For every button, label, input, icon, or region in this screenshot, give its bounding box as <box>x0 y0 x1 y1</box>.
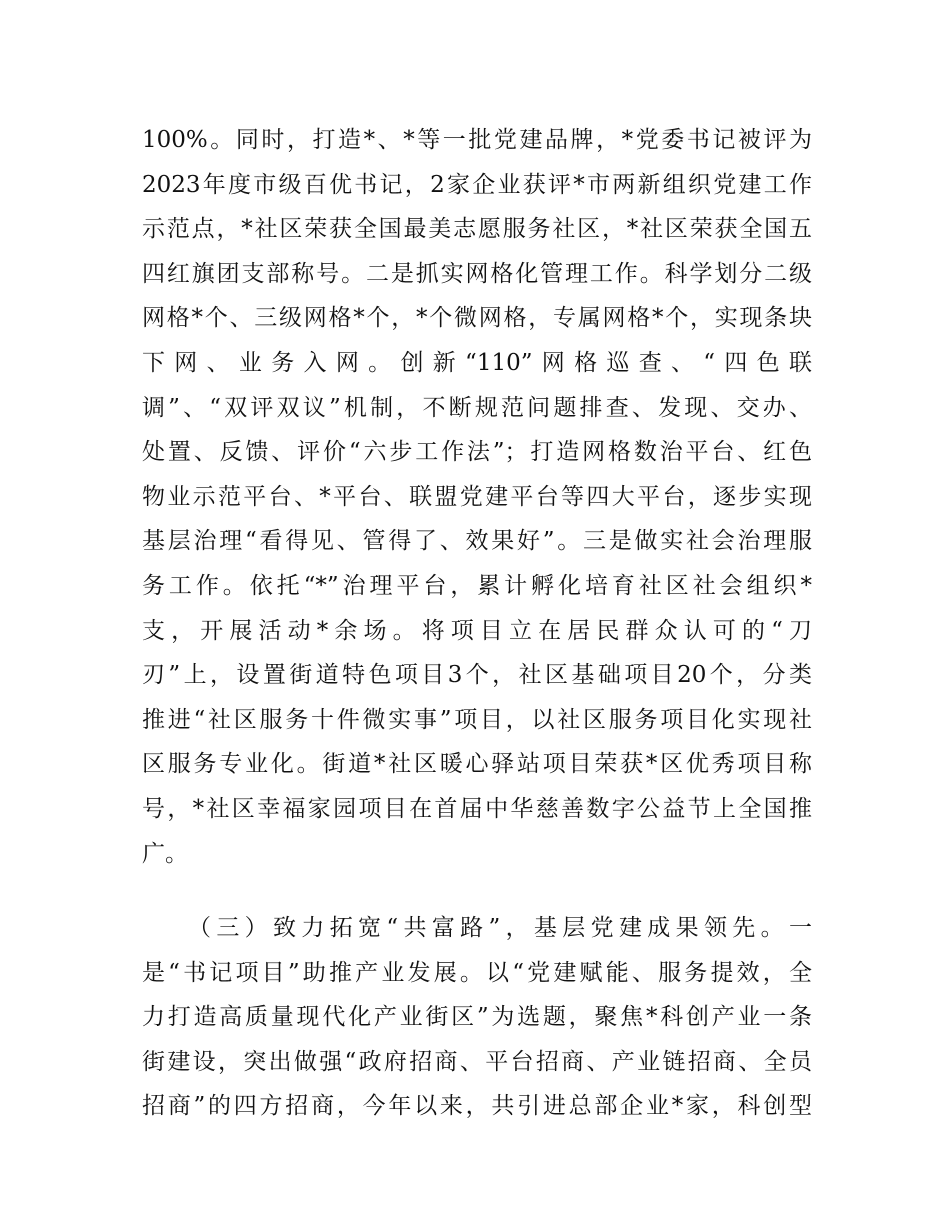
text-line: 调”、“双评双议”机制，不断规范问题排查、发现、交办、 <box>142 394 812 421</box>
paragraph-gap <box>142 876 812 906</box>
text-line: 支，开展活动*余场。将项目立在居民群众认可的“刀 <box>142 617 812 644</box>
text-line: 100%。同时，打造*、*等一批党建品牌，*党委书记被评为 <box>142 127 812 153</box>
text-line: 务工作。依托“*”治理平台，累计孵化培育社区社会组织* <box>142 572 812 599</box>
section-heading-line: （三）致力拓宽“共富路”，基层党建成果领先。一 <box>188 915 812 942</box>
text-line: 2023年度市级百优书记，2家企业获评*市两新组织党建工作 <box>142 171 812 198</box>
text-line: 下网、业务入网。创新“110”网格巡查、“四色联 <box>142 349 812 376</box>
text-line: 招商”的四方招商，今年以来，共引进总部企业*家，科创型 <box>142 1093 812 1120</box>
text-line: 刃”上，设置街道特色项目3个，社区基础项目20个，分类 <box>142 662 812 689</box>
text-line: 广。 <box>142 840 188 867</box>
text-line: 推进“社区服务十件微实事”项目，以社区服务项目化实现社 <box>142 706 812 733</box>
text-line: 示范点，*社区荣获全国最美志愿服务社区，*社区荣获全国五 <box>142 216 812 243</box>
text-line: 网格*个、三级网格*个，*个微网格，专属网格*个，实现条块 <box>142 305 812 332</box>
text-line: 处置、反馈、评价“六步工作法”；打造网格数治平台、红色 <box>142 439 812 466</box>
text-line: 力打造高质量现代化产业街区”为选题，聚焦*科创产业一条 <box>142 1004 812 1031</box>
text-line: 四红旗团支部称号。二是抓实网格化管理工作。科学划分二级 <box>142 260 812 287</box>
text-line: 物业示范平台、*平台、联盟党建平台等四大平台，逐步实现 <box>142 483 812 510</box>
text-line: 是“书记项目”助推产业发展。以“党建赋能、服务提效，全 <box>142 959 812 986</box>
text-line: 号，*社区幸福家园项目在首届中华慈善数字公益节上全国推 <box>142 795 812 822</box>
text-line: 街建设，突出做强“政府招商、平台招商、产业链招商、全员 <box>142 1048 812 1075</box>
text-line: 基层治理“看得见、管得了、效果好”。三是做实社会治理服 <box>142 528 812 555</box>
text-line: 区服务专业化。街道*社区暖心驿站项目荣获*区优秀项目称 <box>142 751 812 778</box>
document-body <box>142 118 812 1129</box>
